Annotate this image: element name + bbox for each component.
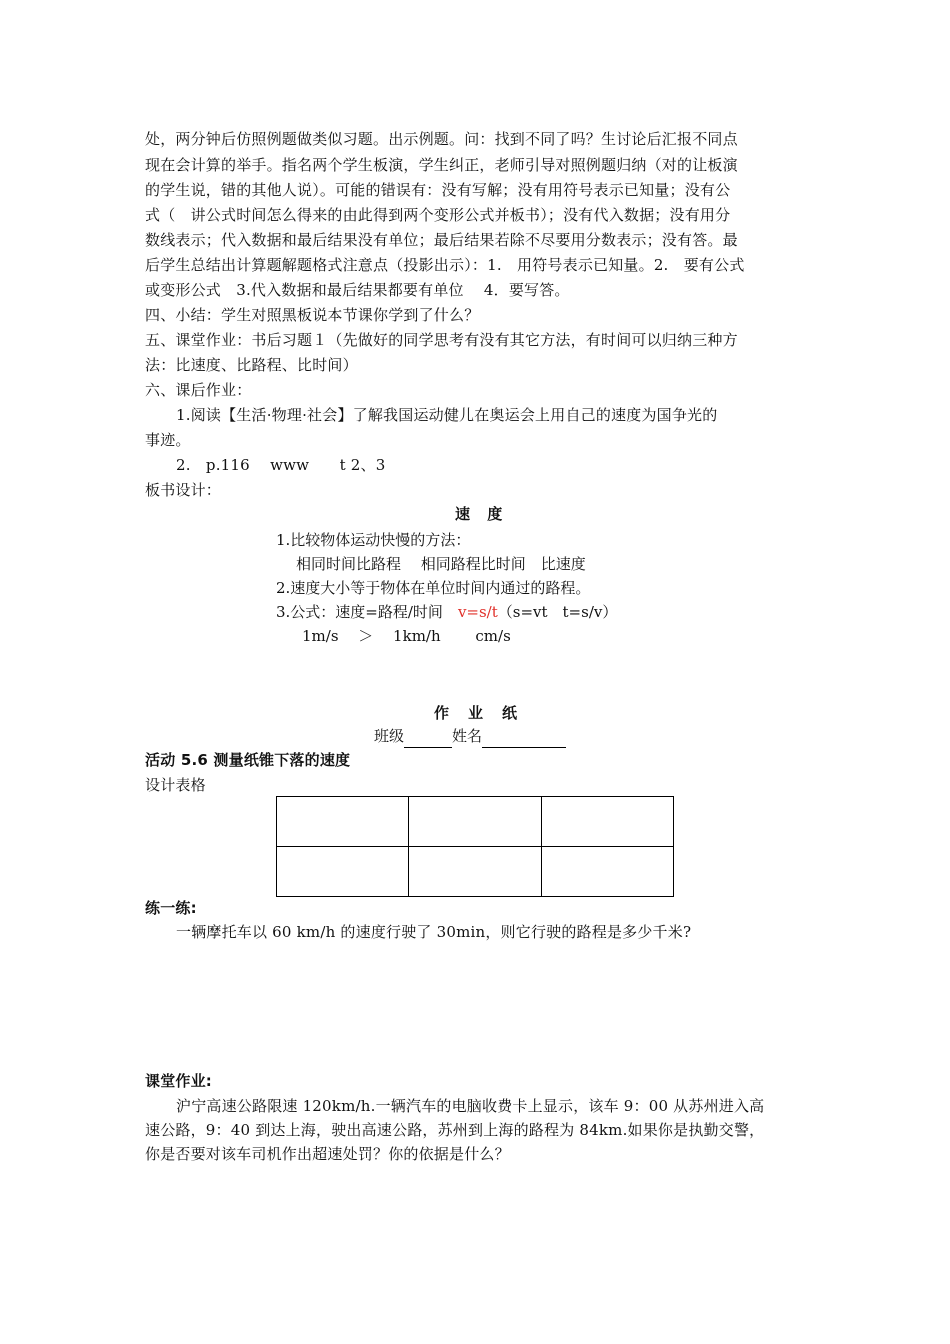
homework-item-1-cont: 事迹。 bbox=[145, 431, 191, 449]
homework-item-1: 1.阅读【生活·物理·社会】了解我国运动健儿在奥运会上用自己的速度为国争光的 bbox=[176, 406, 718, 424]
board-point-2: 2.速度大小等于物体在单位时间内通过的路程。 bbox=[276, 579, 591, 597]
design-table bbox=[276, 796, 674, 897]
formula-v-s-t: v=s/t bbox=[457, 603, 498, 621]
classwork-text-2: 速公路，9：40 到达上海，驶出高速公路，苏州到上海的路程为 84km.如果你是执勤交警， bbox=[145, 1121, 765, 1139]
table-cell[interactable] bbox=[541, 847, 673, 897]
worksheet-title: 作 业 纸 bbox=[434, 704, 520, 722]
body-line-6: 后学生总结出计算题解题格式注意点（投影出示）：1. 用符号表示已知量。2. 要有公式 bbox=[145, 256, 745, 274]
formula-variants: （s=vt t=s/v） bbox=[497, 603, 618, 621]
table-row bbox=[277, 847, 674, 897]
board-point-1-detail: 相同时间比路程 相同路程比时间 比速度 bbox=[296, 555, 586, 573]
name-label: 姓名 bbox=[452, 727, 483, 745]
board-point-3 bbox=[276, 600, 617, 624]
board-units: 1m/s ＞ 1km/h cm/s bbox=[302, 627, 511, 645]
body-line-1: 处，两分钟后仿照例题做类似习题。出示例题。问：找到不同了吗？生讨论后汇报不同点 bbox=[145, 130, 738, 148]
practice-title: 练一练: bbox=[145, 899, 197, 917]
class-name-line bbox=[374, 724, 566, 748]
body-line-2: 现在会计算的举手。指名两个学生板演，学生纠正，老师引导对照例题归纳（对的让板演 bbox=[145, 156, 738, 174]
homework-item-2: 2. p.116 www t 2、3 bbox=[176, 456, 386, 474]
practice-text: 一辆摩托车以 60 km/h 的速度行驶了 30min，则它行驶的路程是多少千米? bbox=[176, 923, 692, 941]
board-point-1: 1.比较物体运动快慢的方法： bbox=[276, 531, 471, 549]
board-design-label: 板书设计： bbox=[145, 481, 222, 499]
body-line-5: 数线表示；代入数据和最后结果没有单位；最后结果若除不尽要用分数表示；没有答。最 bbox=[145, 231, 738, 249]
table-cell[interactable] bbox=[541, 797, 673, 847]
table-cell[interactable] bbox=[409, 797, 541, 847]
table-cell[interactable] bbox=[409, 847, 541, 897]
classwork-title: 课堂作业: bbox=[145, 1072, 212, 1090]
activity-title: 活动 5.6 测量纸锥下落的速度 bbox=[145, 751, 351, 769]
class-blank[interactable] bbox=[404, 731, 452, 748]
table-cell[interactable] bbox=[277, 847, 409, 897]
class-label: 班级 bbox=[374, 727, 405, 745]
body-line-3: 的学生说，错的其他人说）。可能的错误有：没有写解；没有用符号表示已知量；没有公 bbox=[145, 181, 731, 199]
table-row bbox=[277, 797, 674, 847]
classwork-line-2: 法：比速度、比路程、比时间） bbox=[145, 356, 358, 374]
table-label: 设计表格 bbox=[145, 776, 206, 794]
body-line-4: 式（ 讲公式时间怎么得来的由此得到两个变形公式并板书）；没有代入数据；没有用分 bbox=[145, 206, 731, 224]
homework-title: 六、课后作业： bbox=[145, 381, 252, 399]
classwork-line-1: 五、课堂作业：书后习题１（先做好的同学思考有没有其它方法，有时间可以归纳三种方 bbox=[145, 331, 738, 349]
name-blank[interactable] bbox=[482, 731, 566, 748]
classwork-text-3: 你是否要对该车司机作出超速处罚？你的依据是什么？ bbox=[145, 1145, 510, 1163]
classwork-text-1: 沪宁高速公路限速 120km/h.一辆汽车的电脑收费卡上显示，该车 9：00 从苏州进入高 bbox=[176, 1097, 765, 1115]
formula-prefix: 3.公式：速度=路程/时间 bbox=[276, 603, 458, 621]
table-cell[interactable] bbox=[277, 797, 409, 847]
body-line-7: 或变形公式 3.代入数据和最后结果都要有单位 4．要写答。 bbox=[145, 281, 570, 299]
summary-line: 四、小结：学生对照黑板说本节课你学到了什么？ bbox=[145, 306, 480, 324]
board-title: 速 度 bbox=[455, 505, 509, 523]
